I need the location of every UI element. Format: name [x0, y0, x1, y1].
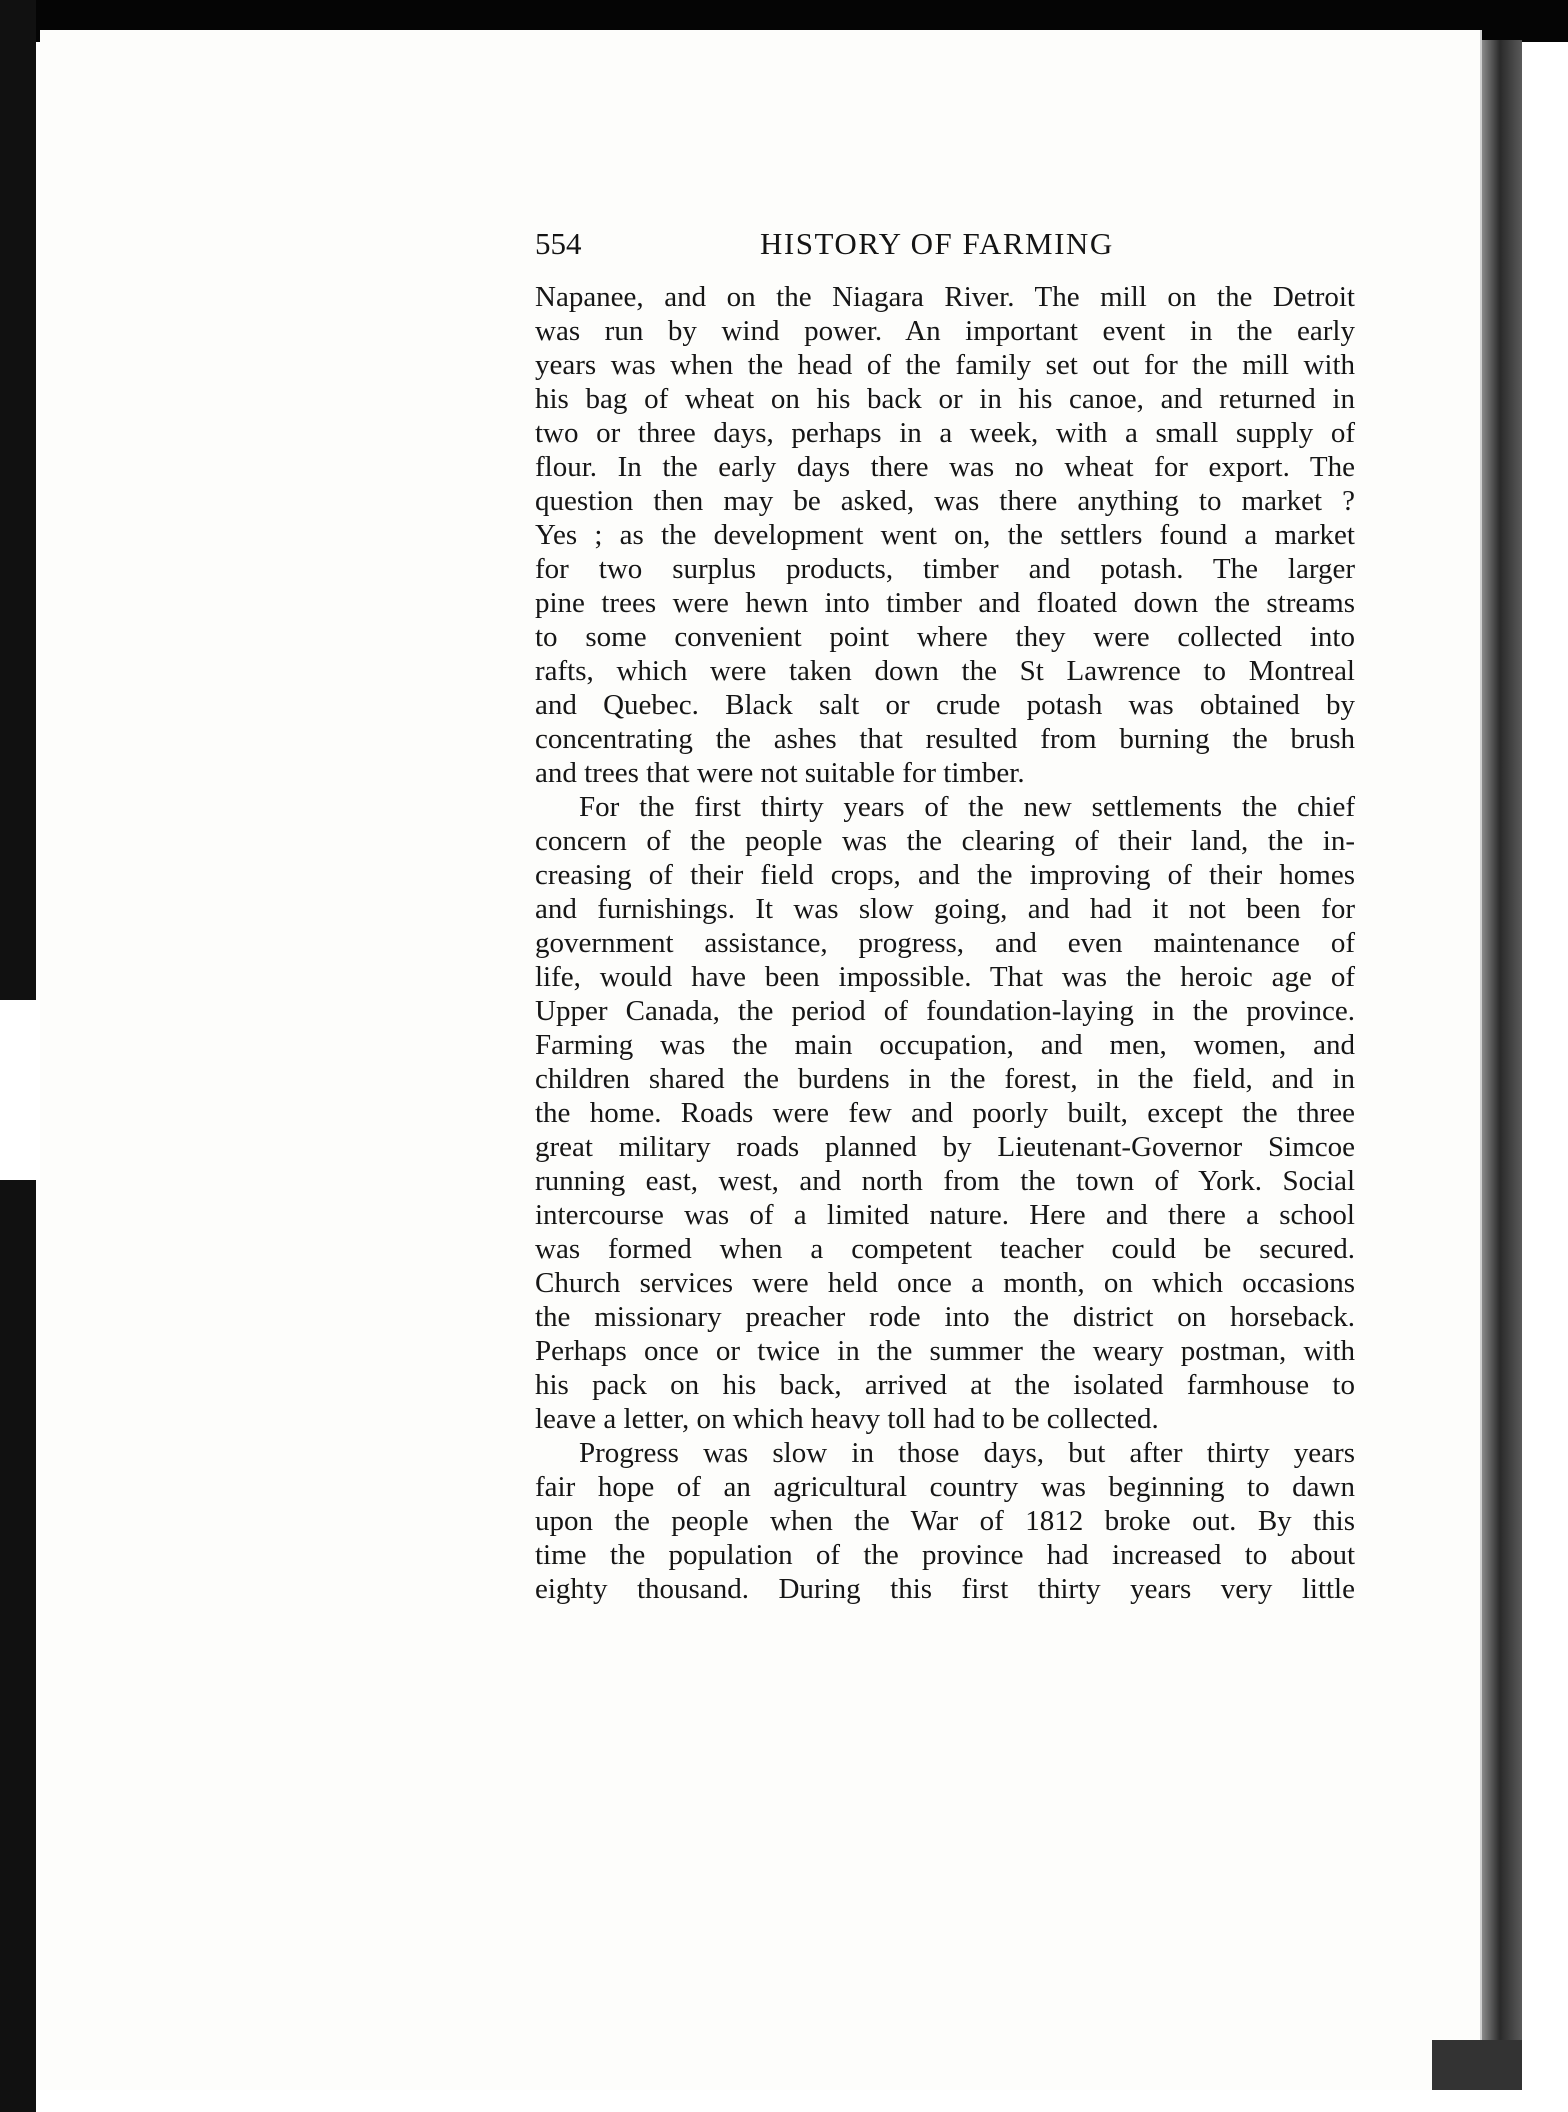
text-line: pine trees were hewn into timber and floated down the streams [535, 587, 1355, 619]
text-line: and furnishings. It was slow going, and had it not been for [535, 893, 1355, 925]
text-line: two or three days, perhaps in a week, with a small supply of [535, 417, 1355, 449]
text-line: rafts, which were taken down the St Lawrence to Montreal [535, 655, 1355, 687]
text-line: his bag of wheat on his back or in his canoe, and returned in [535, 383, 1355, 415]
text-line: leave a letter, on which heavy toll had to be collected. [535, 1403, 1159, 1435]
body-text [535, 280, 1355, 1606]
paragraph-start-line: Progress was slow in those days, but after thirty years [579, 1437, 1355, 1469]
text-line: for two surplus products, timber and potash. The larger [535, 553, 1355, 585]
text-line: Upper Canada, the period of foundation-laying in the province. [535, 995, 1355, 1027]
text-line: intercourse was of a limited nature. Here and there a school [535, 1199, 1355, 1231]
page-number: 554 [535, 226, 582, 261]
book-edge-corner [1432, 2040, 1522, 2090]
text-line: upon the people when the War of 1812 broke out. By this [535, 1505, 1355, 1537]
running-title: HISTORY OF FARMING [760, 226, 1114, 261]
text-line: Perhaps once or twice in the summer the weary postman, with [535, 1335, 1355, 1367]
text-line: concentrating the ashes that resulted from burning the brush [535, 723, 1355, 755]
text-line: years was when the head of the family set out for the mill with [535, 349, 1355, 381]
text-line: the home. Roads were few and poorly built, except the three [535, 1097, 1355, 1129]
running-header [535, 226, 1355, 276]
text-line: children shared the burdens in the forest, in the field, and in [535, 1063, 1355, 1095]
text-line: creasing of their field crops, and the improving of their homes [535, 859, 1355, 891]
text-line: Yes ; as the development went on, the settlers found a market [535, 519, 1355, 551]
text-line: question then may be asked, was there anything to market ? [535, 485, 1355, 517]
text-line: Farming was the main occupation, and men, women, and [535, 1029, 1355, 1061]
text-line: Napanee, and on the Niagara River. The mill on the Detroit [535, 281, 1355, 313]
text-line: government assistance, progress, and even maintenance of [535, 927, 1355, 959]
text-line: eighty thousand. During this first thirty years very little [535, 1573, 1355, 1605]
text-line: his pack on his back, arrived at the isolated farmhouse to [535, 1369, 1355, 1401]
text-line: to some convenient point where they were collected into [535, 621, 1355, 653]
text-line: Church services were held once a month, on which occasions [535, 1267, 1355, 1299]
text-line: concern of the people was the clearing of their land, the in- [535, 825, 1355, 857]
text-line: was formed when a competent teacher could be secured. [535, 1233, 1355, 1265]
text-line: and trees that were not suitable for timber. [535, 757, 1025, 789]
text-line: time the population of the province had increased to about [535, 1539, 1355, 1571]
text-line: great military roads planned by Lieutenant-Governor Simcoe [535, 1131, 1355, 1163]
text-line: and Quebec. Black salt or crude potash was obtained by [535, 689, 1355, 721]
text-line: was run by wind power. An important event in the early [535, 315, 1355, 347]
paragraph-start-line: For the first thirty years of the new settlements the chief [579, 791, 1355, 823]
scan-left-notch [0, 1000, 36, 1180]
text-line: fair hope of an agricultural country was beginning to dawn [535, 1471, 1355, 1503]
text-line: life, would have been impossible. That was the heroic age of [535, 961, 1355, 993]
text-line: flour. In the early days there was no wheat for export. The [535, 451, 1355, 483]
book-spine-edge [1482, 40, 1522, 2080]
text-line: the missionary preacher rode into the district on horseback. [535, 1301, 1355, 1333]
text-line: running east, west, and north from the town of York. Social [535, 1165, 1355, 1197]
